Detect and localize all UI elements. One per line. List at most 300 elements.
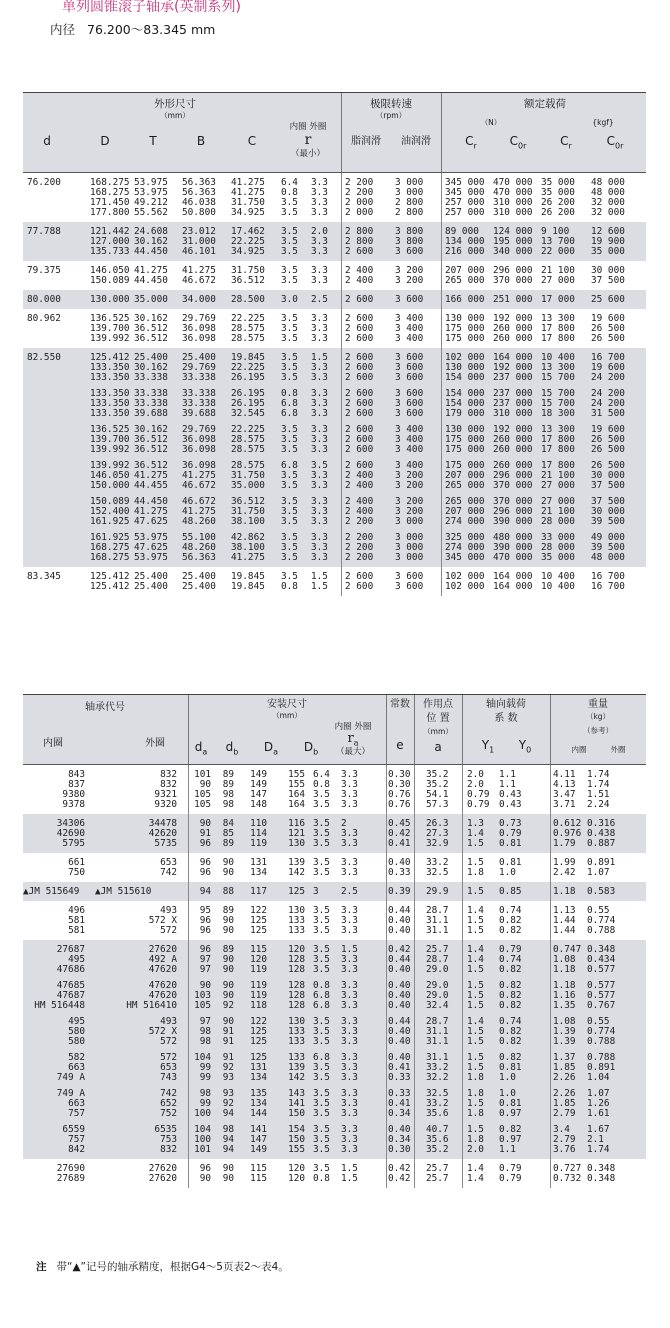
cell: 2 600 [345, 246, 374, 257]
cell: 127.000 [90, 236, 130, 247]
hdr-cor-n: $C_{0r}$ [509, 134, 527, 151]
cell: 470 000 [493, 177, 533, 188]
cell: 94 [222, 1144, 234, 1155]
bearing-code: 842 [68, 1144, 85, 1155]
cell: 146.050 [90, 470, 130, 481]
cell: 1.8 [467, 867, 484, 878]
cell: 36.098 [182, 444, 216, 455]
cell: 3.5 [313, 789, 330, 800]
cell: 96 [199, 867, 211, 878]
cell: 1.5 [341, 944, 358, 955]
cell: 17 800 [541, 323, 575, 334]
bore-diameter: 83.345 [27, 571, 61, 582]
cell: 175 000 [445, 460, 485, 471]
cell: 28 000 [541, 542, 575, 553]
cell: 28.7 [426, 1016, 449, 1027]
cell: 3.5 [281, 362, 298, 373]
cell: 3 600 [395, 362, 424, 373]
hdr-r-min: （最小） [290, 149, 326, 159]
bearing-code: 749 A [56, 1088, 85, 1099]
cell: 260 000 [493, 333, 533, 344]
cell: 164 000 [493, 571, 533, 582]
cell: 33.338 [182, 398, 216, 409]
cell: 102 000 [445, 571, 485, 582]
cell: 39 500 [591, 542, 625, 553]
cell: 1.1 [499, 769, 516, 780]
table-row [23, 839, 646, 849]
cell: 139 [288, 857, 305, 868]
cell: 100 [194, 1134, 211, 1145]
cell: 3.5 [313, 1016, 330, 1027]
cell: 0.767 [587, 1000, 616, 1011]
cell: 1.5 [467, 1026, 484, 1037]
cell: 154 000 [445, 398, 485, 409]
cell: 470 000 [493, 187, 533, 198]
bearing-code: 493 [160, 905, 177, 916]
cell: 3.3 [341, 990, 358, 1001]
cell: 3.5 [281, 480, 298, 491]
cell: 3.5 [313, 857, 330, 868]
bearing-code: 5795 [62, 838, 85, 849]
cell: 125 [250, 1052, 267, 1063]
cell: 3.5 [313, 915, 330, 926]
cell: 2 600 [345, 444, 374, 455]
cell: 35 000 [541, 177, 575, 188]
bore-diameter: 77.788 [27, 226, 61, 237]
bearing-code: 34478 [148, 818, 177, 829]
bearing-code: 496 [68, 905, 85, 916]
cell: 3.5 [281, 372, 298, 383]
cell: 2 600 [345, 571, 374, 582]
cell: 28 000 [541, 516, 575, 527]
bearing-code: 27687 [56, 944, 85, 955]
cell: 94 [222, 1108, 234, 1119]
cell: 49 000 [591, 532, 625, 543]
cell: 134 [250, 1098, 267, 1109]
cell: 15 700 [541, 388, 575, 399]
cell: 24.608 [134, 226, 168, 237]
cell: 12 600 [591, 226, 625, 237]
table-row [23, 1145, 646, 1155]
cell: 19 600 [591, 362, 625, 373]
bearing-code: 663 [68, 1062, 85, 1073]
bearing-code: 47687 [56, 990, 85, 1001]
cell: 2.1 [587, 1134, 604, 1145]
bearing-code: 9378 [62, 799, 85, 810]
cell: 150.089 [90, 496, 130, 507]
cell: 3.3 [341, 867, 358, 878]
cell: 3.3 [341, 1016, 358, 1027]
cell: 1.5 [311, 581, 328, 592]
cell: 25.400 [134, 571, 168, 582]
cell: 32.2 [426, 1072, 449, 1083]
cell: 94 [199, 886, 211, 897]
cell: 0.8 [313, 779, 330, 790]
page-title: 单列圆锥滚子轴承(英制系列) [62, 0, 241, 15]
cell: 0.82 [499, 990, 522, 1001]
cell: 119 [250, 838, 267, 849]
cell: 296 000 [493, 506, 533, 517]
cell: 120 [288, 944, 305, 955]
cell: 1.44 [553, 925, 576, 936]
cell: 0.40 [388, 1000, 411, 1011]
hdr-ra-inner-outer: 内圈 外圈 [334, 722, 372, 732]
cell: 0.73 [499, 818, 522, 829]
cell: 101 [194, 769, 211, 780]
table-row [23, 800, 646, 810]
cell: 29.769 [182, 313, 216, 324]
cell: 96 [199, 925, 211, 936]
cell: 0.79 [499, 828, 522, 839]
cell: 3.3 [341, 1088, 358, 1099]
cell: 1.4 [467, 1173, 484, 1184]
cell: 17 800 [541, 434, 575, 445]
cell: 3 000 [395, 542, 424, 553]
cell: 1.3 [467, 818, 484, 829]
cell: 274 000 [445, 516, 485, 527]
cell: 142 [288, 1072, 305, 1083]
hdr-Da: $D_a$ [263, 740, 279, 757]
cell: 30.162 [134, 236, 168, 247]
hdr-ra: $r_a$ [347, 731, 359, 748]
cell: 133.350 [90, 362, 130, 373]
cell: 207 000 [445, 506, 485, 517]
cell: 3.3 [311, 246, 328, 257]
hdr-cr-kgf: $C_r$ [560, 134, 572, 151]
cell: 3 600 [395, 372, 424, 383]
cell: 2.79 [553, 1108, 576, 1119]
cell: 13 300 [541, 424, 575, 435]
cell: 3.3 [311, 323, 328, 334]
bearing-code: HM 516448 [34, 1000, 85, 1011]
mounting-table [23, 694, 646, 1188]
cell: 3.3 [311, 313, 328, 324]
cell: 3 200 [395, 506, 424, 517]
cell: 1.4 [467, 905, 484, 916]
cell: 3.3 [341, 779, 358, 790]
cell: 40.7 [426, 1124, 449, 1135]
cell: 370 000 [493, 496, 533, 507]
cell: 154 000 [445, 388, 485, 399]
cell: 22.225 [231, 313, 265, 324]
cell: 175 000 [445, 323, 485, 334]
cell: 128 [288, 1000, 305, 1011]
cell: 1.5 [467, 838, 484, 849]
cell: 0.82 [499, 1124, 522, 1135]
table-row [23, 1109, 646, 1119]
cell: 3.0 [281, 294, 298, 305]
cell: 130 [288, 905, 305, 916]
cell: 2.0 [467, 769, 484, 780]
cell: 49.212 [134, 197, 168, 208]
cell: 2.26 [553, 1072, 576, 1083]
cell: 0.348 [587, 944, 616, 955]
cell: 3.3 [311, 177, 328, 188]
cell: 3 000 [395, 177, 424, 188]
cell: 164 000 [493, 352, 533, 363]
cell: 115 [250, 1173, 267, 1184]
cell: 0.97 [499, 1134, 522, 1145]
cell: 3 600 [395, 294, 424, 305]
table-row [23, 517, 646, 527]
cell: 154 000 [445, 372, 485, 383]
cell: 1.4 [467, 954, 484, 965]
bearing-code: 832 [160, 769, 177, 780]
cell: 96 [199, 1163, 211, 1174]
code-group [23, 901, 646, 940]
cell: 3.3 [311, 408, 328, 419]
bearing-code: 832 [160, 1144, 177, 1155]
cell: 128 [288, 964, 305, 975]
cell: 3.3 [341, 1036, 358, 1047]
cell: 207 000 [445, 265, 485, 276]
cell: 39.688 [134, 408, 168, 419]
footnote-label: 注 [36, 1261, 47, 1273]
cell: 55.100 [182, 532, 216, 543]
cell: 47.625 [134, 542, 168, 553]
cell: 2.26 [553, 1088, 576, 1099]
cell: 89 [222, 905, 234, 916]
table-row [23, 208, 646, 218]
cell: 99 [199, 1062, 211, 1073]
cell: 54.1 [426, 789, 449, 800]
cell: 2 200 [345, 552, 374, 563]
cell: 46.672 [182, 480, 216, 491]
cell: 3 200 [395, 265, 424, 276]
cell: 30 000 [591, 506, 625, 517]
cell: 3.5 [281, 532, 298, 543]
dimensions-table [23, 92, 646, 596]
cell: 3.3 [341, 954, 358, 965]
cell: 2 800 [345, 226, 374, 237]
cell: 0.42 [388, 944, 411, 955]
cell: 2.5 [341, 886, 358, 897]
hdr-load: 额定载荷 [524, 98, 566, 110]
cell: 115 [250, 1163, 267, 1174]
bearing-code: 752 [160, 1108, 177, 1119]
cell: 0.40 [388, 964, 411, 975]
cell: 133.350 [90, 398, 130, 409]
dimensions-table-header [23, 93, 646, 173]
cell: 22.225 [231, 362, 265, 373]
cell: 48.260 [182, 542, 216, 553]
cell: 96 [199, 838, 211, 849]
cell: 13 700 [541, 236, 575, 247]
cell: 3.3 [341, 828, 358, 839]
cell: 2 000 [345, 207, 374, 218]
cell: 1.4 [467, 1163, 484, 1174]
cell: 2 200 [345, 187, 374, 198]
cell: 89 [222, 779, 234, 790]
cell: 1.4 [467, 944, 484, 955]
cell: 90 [222, 857, 234, 868]
cell: 119 [250, 990, 267, 1001]
cell: 28.7 [426, 905, 449, 916]
cell: 3 400 [395, 434, 424, 445]
cell: 37 500 [591, 480, 625, 491]
cell: 2 200 [345, 516, 374, 527]
cell: 1.13 [553, 905, 576, 916]
cell: 50.800 [182, 207, 216, 218]
cell: 3.3 [341, 1062, 358, 1073]
cell: 3.3 [311, 444, 328, 455]
hdr-speed-unit: （rpm） [375, 111, 407, 120]
cell: 3.3 [311, 496, 328, 507]
cell: 0.42 [388, 1173, 411, 1184]
cell: 3 600 [395, 246, 424, 257]
hdr-e: e [396, 738, 404, 752]
cell: 0.79 [499, 944, 522, 955]
cell: 48.260 [182, 516, 216, 527]
cell: 164 [288, 799, 305, 810]
cell: 37 500 [591, 496, 625, 507]
cell: 25.400 [182, 571, 216, 582]
cell: 2 600 [345, 388, 374, 399]
cell: 130.000 [90, 294, 130, 305]
cell: 1.8 [467, 1134, 484, 1145]
cell: 98 [199, 1088, 211, 1099]
cell: 1.4 [467, 1016, 484, 1027]
cell: 1.39 [553, 1036, 576, 1047]
cell: 90 [199, 1173, 211, 1184]
cell: 1.5 [467, 980, 484, 991]
cell: 2.0 [311, 226, 328, 237]
bore-group-77-788 [23, 222, 646, 261]
cell: 310 000 [493, 408, 533, 419]
cell: 17 800 [541, 444, 575, 455]
cell: 92 [222, 1062, 234, 1073]
cell: 3.3 [311, 275, 328, 286]
cell: 90 [199, 980, 211, 991]
cell: 0.82 [499, 1026, 522, 1037]
bore-diameter: 80.962 [27, 313, 61, 324]
cell: 53.975 [134, 177, 168, 188]
cell: 33.338 [134, 372, 168, 383]
cell: 0.774 [587, 915, 616, 926]
cell: 179 000 [445, 408, 485, 419]
cell: 33.2 [426, 1098, 449, 1109]
cell: 3.3 [311, 187, 328, 198]
cell: 207 000 [445, 470, 485, 481]
mounting-table-body [23, 765, 646, 1188]
bearing-code: 753 [160, 1134, 177, 1145]
cell: 35.000 [231, 480, 265, 491]
cell: 147 [250, 1134, 267, 1145]
hdr-inner: 内圈 [43, 738, 63, 749]
cell: 2 400 [345, 265, 374, 276]
cell: 39.688 [182, 408, 216, 419]
cell: 133.350 [90, 408, 130, 419]
cell: 0.40 [388, 915, 411, 926]
cell: 35.2 [426, 779, 449, 790]
cell: 31.750 [231, 470, 265, 481]
cell: 3.3 [311, 372, 328, 383]
cell: 24 200 [591, 398, 625, 409]
cell: 19 600 [591, 313, 625, 324]
bore-diameter: 76.200 [27, 177, 61, 188]
cell: 27.3 [426, 828, 449, 839]
cell: 3.5 [281, 571, 298, 582]
cell: 6.8 [313, 990, 330, 1001]
cell: 0.82 [499, 980, 522, 991]
bearing-code: 572 [160, 1052, 177, 1063]
table-row [23, 445, 646, 455]
bearing-code: 750 [68, 867, 85, 878]
hdr-dims-unit: （mm） [160, 111, 190, 120]
cell: 130 [288, 1016, 305, 1027]
cell: 37 500 [591, 275, 625, 286]
cell: 24 200 [591, 372, 625, 383]
cell: 0.747 [553, 944, 582, 955]
bearing-code: 493 [160, 1016, 177, 1027]
bore-diameter: 79.375 [27, 265, 61, 276]
cell: 26 500 [591, 460, 625, 471]
cell: 3.5 [313, 1098, 330, 1109]
cell: 390 000 [493, 542, 533, 553]
cell: 0.577 [587, 964, 616, 975]
cell: 1.08 [553, 954, 576, 965]
cell: 32.5 [426, 867, 449, 878]
cell: 166 000 [445, 294, 485, 305]
cell: 3.5 [313, 1072, 330, 1083]
cell: 99 [199, 1072, 211, 1083]
cell: 47.625 [134, 516, 168, 527]
cell: 257 000 [445, 207, 485, 218]
cell: 131 [250, 857, 267, 868]
bearing-code: 6559 [62, 1124, 85, 1135]
cell: 15 700 [541, 372, 575, 383]
cell: 41.275 [182, 470, 216, 481]
cell: 3.5 [313, 964, 330, 975]
cell: 3 000 [395, 532, 424, 543]
bearing-code: 757 [68, 1108, 85, 1119]
cell: 93 [222, 1072, 234, 1083]
cell: 2 600 [345, 424, 374, 435]
cell: 34.925 [231, 246, 265, 257]
cell: 134 [250, 1072, 267, 1083]
cell: 164 [288, 789, 305, 800]
cell: 3.5 [313, 799, 330, 810]
cell: 90 [222, 867, 234, 878]
cell: 0.82 [499, 925, 522, 936]
cell: 3.3 [311, 398, 328, 409]
cell: 19.845 [231, 352, 265, 363]
cell: 0.40 [388, 1026, 411, 1037]
cell: 26.195 [231, 372, 265, 383]
cell: 89 [222, 838, 234, 849]
cell: 3.5 [313, 1026, 330, 1037]
cell: 2 400 [345, 480, 374, 491]
bearing-code: 495 [68, 1016, 85, 1027]
cell: 3.5 [313, 1134, 330, 1145]
hdr-ra-max: （最大） [335, 747, 371, 757]
cell: 3.3 [311, 542, 328, 553]
code-group [23, 853, 646, 882]
cell: 3.5 [313, 944, 330, 955]
cell: 3.5 [313, 1062, 330, 1073]
cell: 19 600 [591, 424, 625, 435]
cell: 44.450 [134, 246, 168, 257]
cell: 3 200 [395, 480, 424, 491]
cell: 3.3 [311, 207, 328, 218]
cell: 0.30 [388, 769, 411, 780]
cell: 265 000 [445, 496, 485, 507]
cell: 0.33 [388, 867, 411, 878]
cell: 30.162 [134, 313, 168, 324]
cell: 3 400 [395, 323, 424, 334]
cell: 3.3 [311, 516, 328, 527]
cell: 3.5 [281, 496, 298, 507]
